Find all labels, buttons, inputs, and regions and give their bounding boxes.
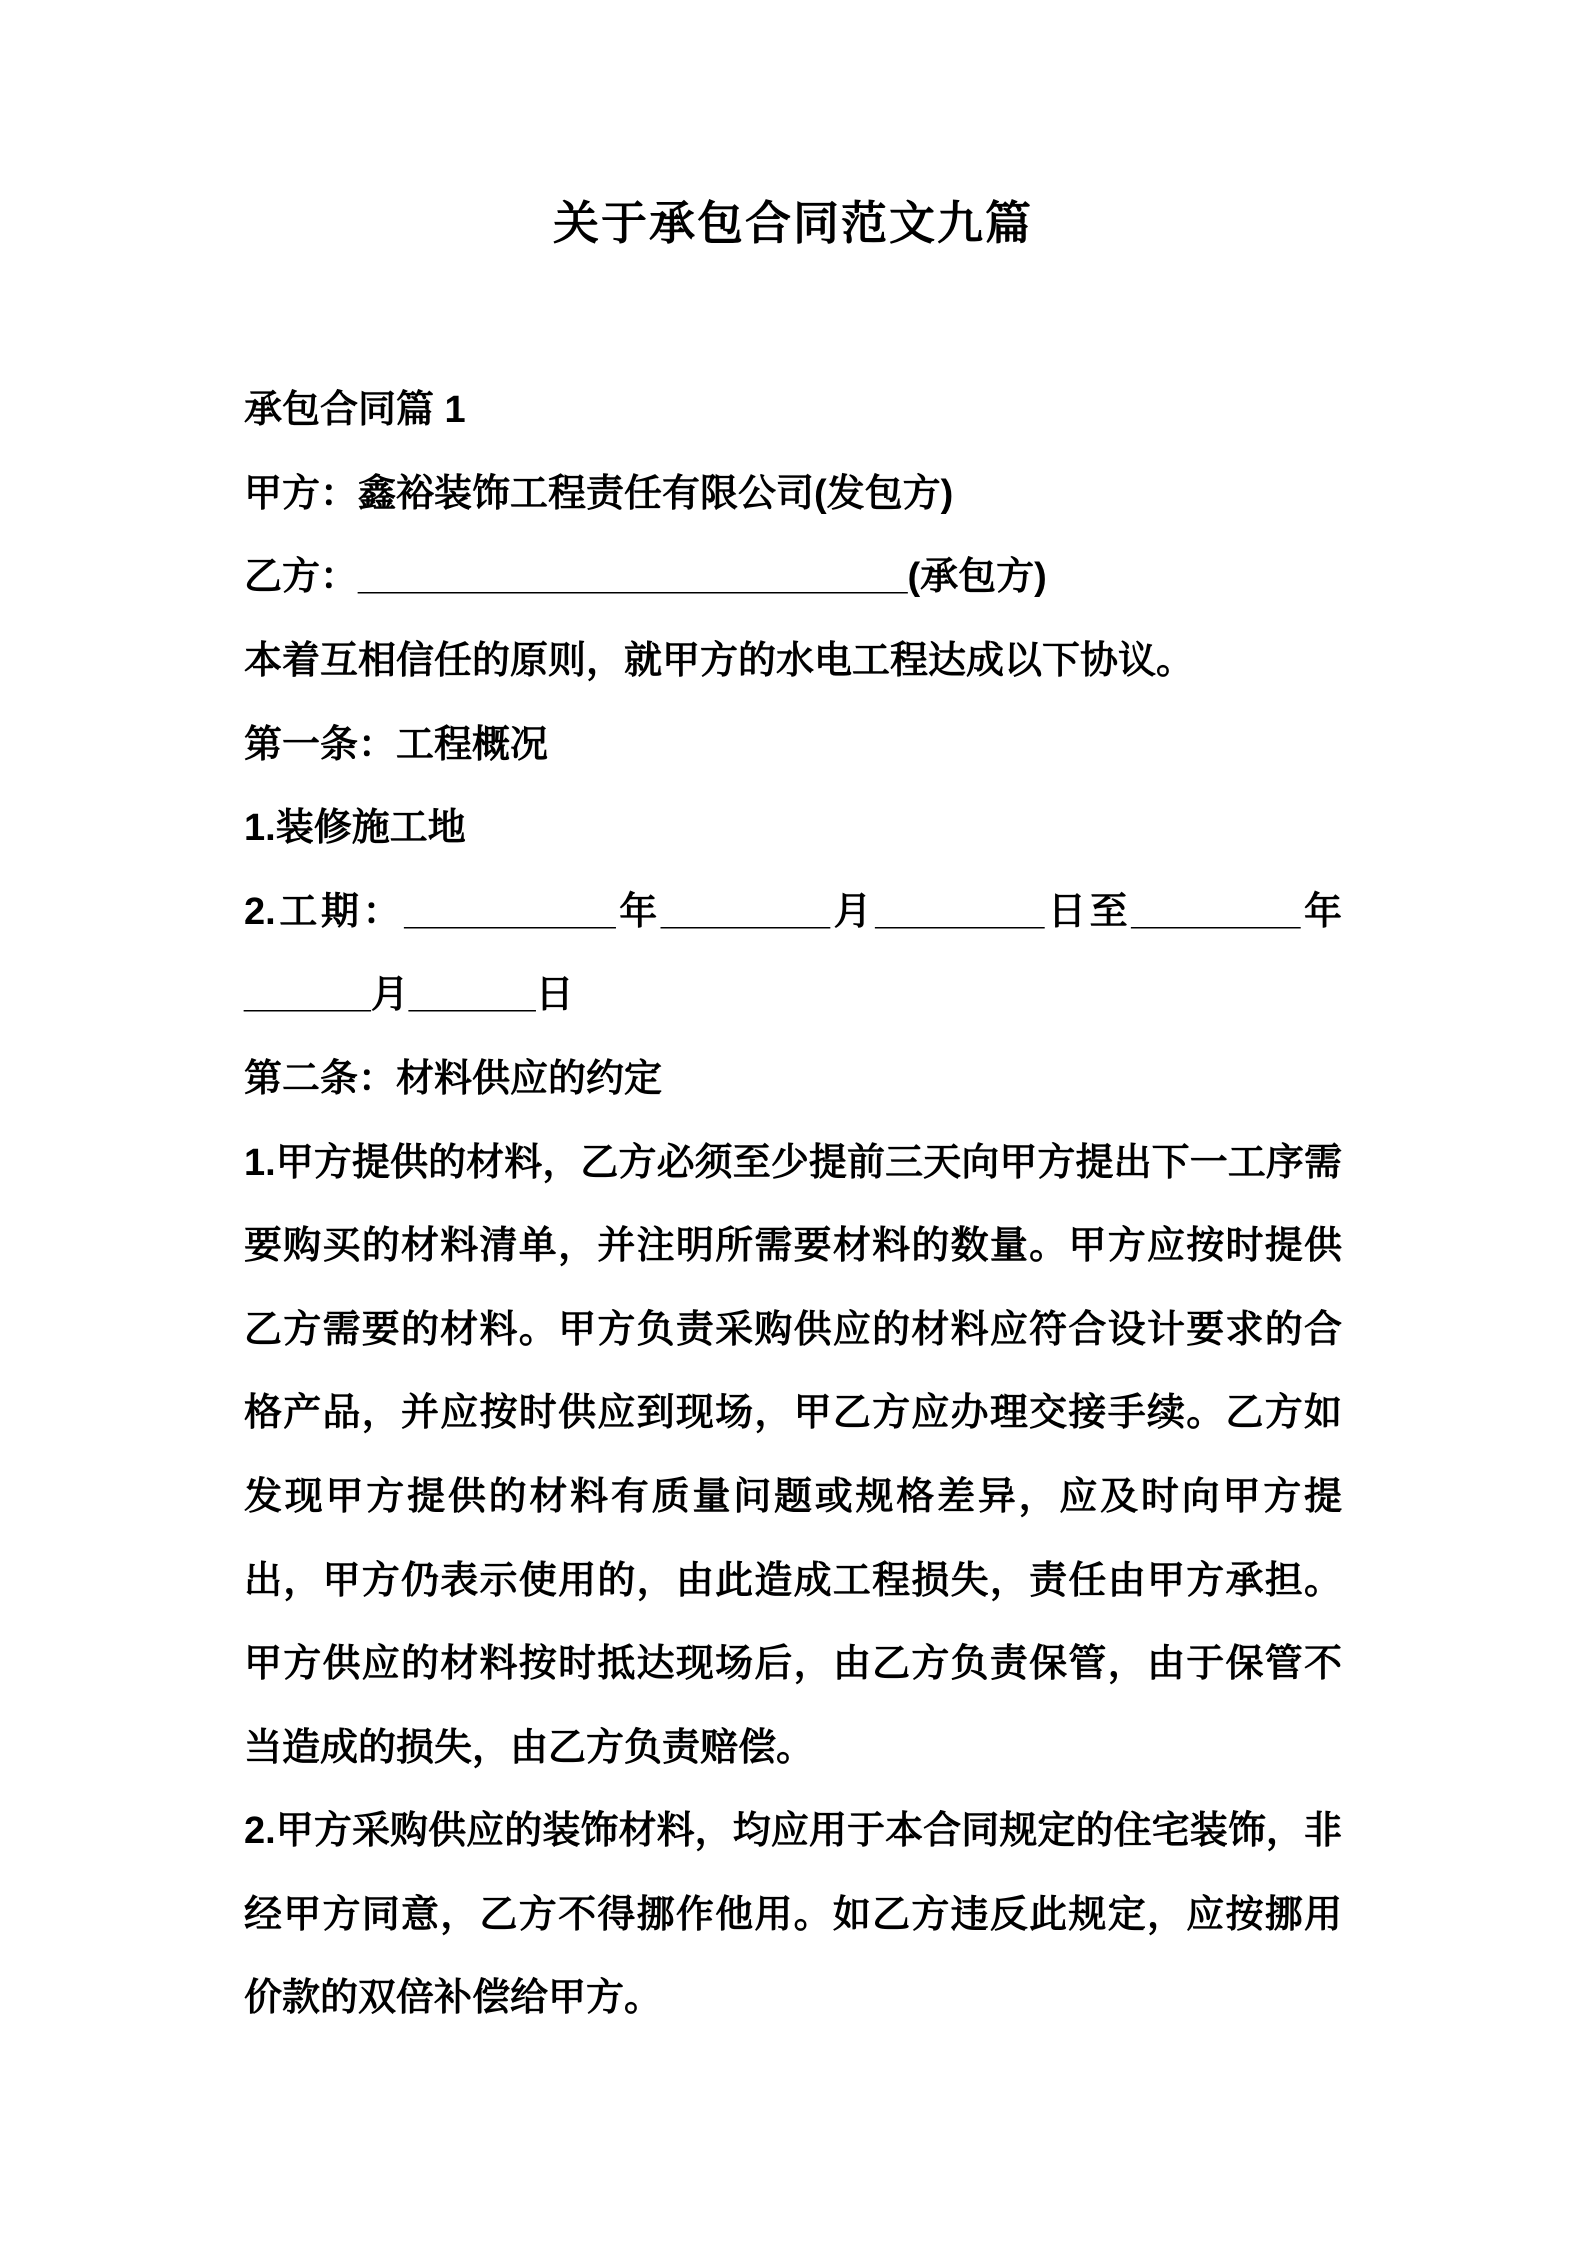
- paragraph-party-b-blank: 乙方：__________________________(承包方): [244, 556, 1047, 599]
- paragraph-materials-clause-2: 2.甲方采购供应的装饰材料，均应用于本合同规定的住宅装饰，非经甲方同意，乙方不得挪作他用。如乙方违反此规定，应按挪用价款的双倍补偿给甲方。: [244, 1810, 1342, 2020]
- document-title: 关于承包合同范文九篇: [553, 197, 1033, 249]
- paragraph-party-a: 甲方：鑫裕装饰工程责任有限公司(发包方): [244, 472, 954, 515]
- paragraph-preamble: 本着互相信任的原则，就甲方的水电工程达成以下协议。: [244, 639, 1195, 682]
- paragraph-materials-clause-1: 1.甲方提供的材料，乙方必须至少提前三天向甲方提出下一工序需要购买的材料清单，并注明所需要材料的数量。甲方应按时提供乙方需要的材料。甲方负责采购供应的材料应符合设计要求的合格产品，并应按时供应到现场，甲乙方应办理交接手续。乙方如发现甲方提供的材料有质量问题或规格差异，应及时向甲方提出，甲方仍表示使用的，由此造成工程损失，责任由甲方承担。甲方供应的材料按时抵达现场后，由乙方负责保管，由于保管不当造成的损失，由乙方负责赔偿。: [244, 1141, 1342, 1769]
- paragraph-article-2-heading: 第二条：材料供应的约定: [244, 1057, 663, 1100]
- document-body: [244, 369, 1342, 2041]
- paragraph-duration-blanks: 2.工期：__________年________月________日至________年______月______日: [244, 890, 1342, 1017]
- paragraph-section-heading: 承包合同篇 1: [244, 389, 466, 432]
- paragraph-article-1-heading: 第一条：工程概况: [244, 723, 549, 766]
- paragraph-site: 1.装修施工地: [244, 807, 466, 850]
